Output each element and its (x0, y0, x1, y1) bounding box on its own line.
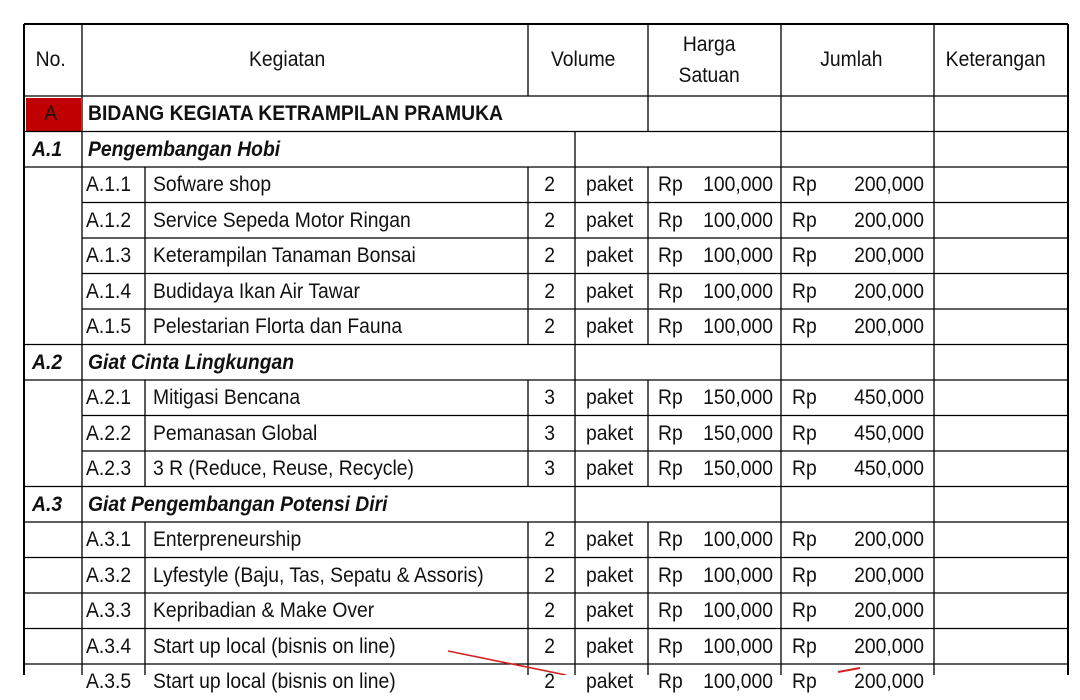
item-price: 150,000 (703, 457, 773, 481)
item-price-currency: Rp (658, 244, 683, 268)
item-code: A.3.2 (86, 563, 132, 587)
item-total-currency: Rp (792, 173, 817, 197)
item-code: A.3.3 (86, 599, 132, 623)
item-qty: 2 (544, 599, 555, 623)
item-price: 100,000 (703, 208, 773, 232)
item-unit: paket (586, 208, 634, 232)
item-total: 450,000 (854, 457, 924, 481)
group-title: Pengembangan Hobi (88, 137, 281, 161)
item-name: Start up local (bisnis on line) (153, 670, 396, 694)
item-name: Pelestarian Florta dan Fauna (153, 315, 403, 339)
item-code: A.1.4 (86, 279, 132, 303)
item-price-currency: Rp (658, 279, 683, 303)
header-no: No. (35, 48, 66, 72)
item-price-currency: Rp (658, 315, 683, 339)
item-unit: paket (586, 670, 634, 694)
item-price: 100,000 (703, 563, 773, 587)
item-unit: paket (586, 244, 634, 268)
item-qty: 2 (544, 244, 555, 268)
item-qty: 2 (544, 315, 555, 339)
item-unit: paket (586, 599, 634, 623)
item-total-currency: Rp (792, 563, 817, 587)
item-qty: 2 (544, 634, 555, 658)
item-qty: 2 (544, 528, 555, 552)
item-qty: 2 (544, 208, 555, 232)
item-total: 200,000 (854, 173, 924, 197)
item-name: Budidaya Ikan Air Tawar (153, 279, 360, 303)
item-qty: 3 (544, 457, 555, 481)
item-code: A.2.2 (86, 421, 132, 445)
item-total-currency: Rp (792, 279, 817, 303)
header-harga-line: Harga (682, 33, 736, 56)
item-price: 100,000 (703, 279, 773, 303)
item-unit: paket (586, 386, 634, 410)
item-total: 200,000 (854, 634, 924, 658)
item-total-currency: Rp (792, 670, 817, 694)
item-total: 200,000 (854, 599, 924, 623)
item-price: 100,000 (703, 173, 773, 197)
section-code: A (44, 102, 58, 126)
item-code: A.3.5 (86, 670, 132, 694)
item-name: Keterampilan Tanaman Bonsai (153, 244, 416, 268)
group-title: Giat Pengembangan Potensi Diri (88, 492, 388, 516)
item-code: A.2.3 (86, 457, 132, 481)
item-qty: 3 (544, 421, 555, 445)
item-qty: 2 (544, 563, 555, 587)
item-price-currency: Rp (658, 528, 683, 552)
item-price: 100,000 (703, 244, 773, 268)
item-price-currency: Rp (658, 386, 683, 410)
item-name: Kepribadian & Make Over (153, 599, 375, 623)
item-total-currency: Rp (792, 208, 817, 232)
header-harga-line: Satuan (678, 64, 740, 87)
item-code: A.1.3 (86, 244, 132, 268)
item-price-currency: Rp (658, 173, 683, 197)
item-unit: paket (586, 315, 634, 339)
header-kegiatan: Kegiatan (249, 48, 326, 72)
item-unit: paket (586, 279, 634, 303)
item-price-currency: Rp (658, 599, 683, 623)
item-price: 150,000 (703, 386, 773, 410)
item-total: 200,000 (854, 244, 924, 268)
header-keterangan: Keterangan (945, 48, 1046, 72)
item-price: 100,000 (703, 634, 773, 658)
item-name: Pemanasan Global (153, 421, 318, 445)
item-name: Enterpreneurship (153, 528, 302, 552)
item-price: 100,000 (703, 315, 773, 339)
group-code: A.1 (32, 137, 63, 161)
item-unit: paket (586, 634, 634, 658)
item-total-currency: Rp (792, 457, 817, 481)
item-price: 150,000 (703, 421, 773, 445)
item-code: A.1.5 (86, 315, 132, 339)
item-price-currency: Rp (658, 457, 683, 481)
item-name: Lyfestyle (Baju, Tas, Sepatu & Assoris) (153, 563, 484, 587)
item-total: 450,000 (854, 386, 924, 410)
item-qty: 2 (544, 173, 555, 197)
item-total-currency: Rp (792, 421, 817, 445)
item-code: A.1.1 (86, 173, 132, 197)
item-unit: paket (586, 173, 634, 197)
item-name: Mitigasi Bencana (153, 386, 301, 410)
item-price-currency: Rp (658, 421, 683, 445)
item-qty: 2 (544, 279, 555, 303)
item-total: 200,000 (854, 208, 924, 232)
item-total: 200,000 (854, 279, 924, 303)
item-name: Sofware shop (153, 173, 272, 197)
item-total: 200,000 (854, 315, 924, 339)
item-qty: 3 (544, 386, 555, 410)
item-price-currency: Rp (658, 670, 683, 694)
item-code: A.3.4 (86, 634, 132, 658)
group-code: A.3 (32, 492, 63, 516)
item-total-currency: Rp (792, 244, 817, 268)
group-code: A.2 (32, 350, 63, 374)
item-total: 200,000 (854, 528, 924, 552)
item-name: Service Sepeda Motor Ringan (153, 208, 411, 232)
item-price-currency: Rp (658, 563, 683, 587)
item-unit: paket (586, 528, 634, 552)
item-code: A.2.1 (86, 386, 132, 410)
item-total-currency: Rp (792, 634, 817, 658)
item-code: A.3.1 (86, 528, 132, 552)
item-name: Start up local (bisnis on line) (153, 634, 396, 658)
group-title: Giat Cinta Lingkungan (88, 350, 295, 374)
item-total-currency: Rp (792, 386, 817, 410)
item-price: 100,000 (703, 528, 773, 552)
item-total-currency: Rp (792, 315, 817, 339)
header-jumlah: Jumlah (820, 48, 883, 72)
header-volume: Volume (550, 48, 616, 72)
item-price: 100,000 (703, 599, 773, 623)
item-total: 450,000 (854, 421, 924, 445)
item-unit: paket (586, 421, 634, 445)
item-unit: paket (586, 563, 634, 587)
item-total: 200,000 (854, 563, 924, 587)
item-price: 100,000 (703, 670, 773, 694)
item-unit: paket (586, 457, 634, 481)
arrow-annotation-icon (838, 668, 860, 672)
item-price-currency: Rp (658, 208, 683, 232)
item-name: 3 R (Reduce, Reuse, Recycle) (153, 457, 414, 481)
section-title: BIDANG KEGIATA KETRAMPILAN PRAMUKA (88, 102, 504, 126)
item-qty: 2 (544, 670, 555, 694)
item-price-currency: Rp (658, 634, 683, 658)
item-total: 200,000 (854, 670, 924, 694)
item-total-currency: Rp (792, 599, 817, 623)
item-total-currency: Rp (792, 528, 817, 552)
arrow-annotation-icon (448, 651, 566, 675)
item-code: A.1.2 (86, 208, 132, 232)
